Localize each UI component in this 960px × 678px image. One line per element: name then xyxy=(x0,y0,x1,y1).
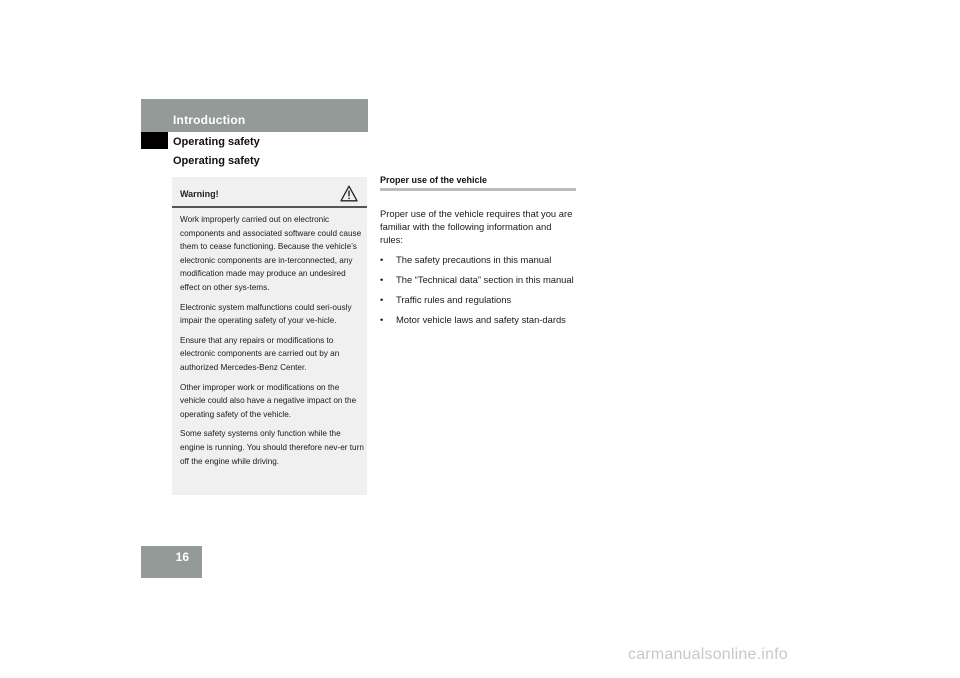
list-item-text: The safety precautions in this manual xyxy=(396,254,552,265)
list-item xyxy=(380,293,576,306)
page-heading: Operating safety xyxy=(173,155,260,167)
warning-paragraph: Ensure that any repairs or modifications to electronic components are carried out by an authorized Mercedes-Benz Center. xyxy=(180,335,340,372)
bullet-icon: • xyxy=(380,314,384,325)
watermark: carmanualsonline.info xyxy=(628,646,788,663)
warning-header xyxy=(172,177,367,208)
bullet-icon: • xyxy=(380,294,384,305)
warning-paragraph: Electronic system malfunctions could seri-ously impair the operating safety of your ve-hicle. xyxy=(180,302,352,326)
list-item-text: Traffic rules and regulations xyxy=(396,294,512,305)
warning-paragraph: Work improperly carried out on electronic components and associated software could cause them to cease functioning. Because the vehicle’s electronic components are in-terconnected, any modification made may produce an undesired effect on other sys-tems. xyxy=(180,215,362,292)
list-item-text: The “Technical data” section in this manual xyxy=(396,274,574,285)
proper-use-heading: Proper use of the vehicle xyxy=(380,175,576,191)
warning-paragraph: Some safety systems only function while the engine is running. You should therefore nev-er turn off the engine while driving. xyxy=(180,429,364,466)
list-item xyxy=(380,273,576,286)
bullet-icon: • xyxy=(380,274,384,285)
chapter-title: Introduction xyxy=(173,113,246,127)
section-title: Operating safety xyxy=(173,136,260,148)
warning-triangle-icon xyxy=(340,185,358,202)
section-marker xyxy=(141,132,168,149)
proper-use-section xyxy=(380,175,576,333)
bullet-icon: • xyxy=(380,254,384,265)
warning-body xyxy=(180,213,364,474)
list-item xyxy=(380,253,576,266)
page-number: 16 xyxy=(175,550,189,564)
warning-label: Warning! xyxy=(180,189,219,199)
list-item-text: Motor vehicle laws and safety stan-dards xyxy=(396,314,566,325)
proper-use-intro: Proper use of the vehicle requires that you are familiar with the following information and rules: xyxy=(380,208,573,245)
warning-paragraph: Other improper work or modifications on the vehicle could also have a negative impact on the operating safety of the vehicle. xyxy=(180,382,357,419)
page-number-box xyxy=(141,546,202,578)
list-item xyxy=(380,313,576,326)
warning-box xyxy=(172,177,367,495)
